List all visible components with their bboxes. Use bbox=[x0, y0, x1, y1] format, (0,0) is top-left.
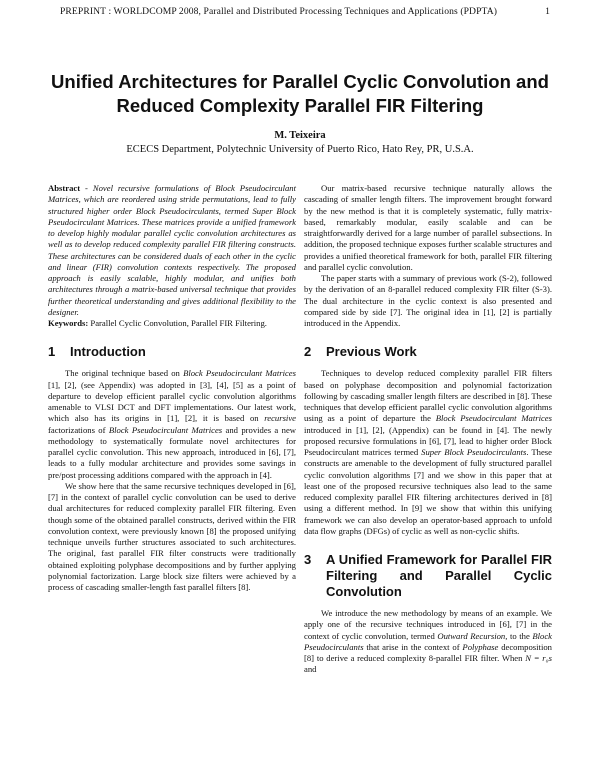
italic-term: Block Pseudocirculant Matrices bbox=[435, 413, 552, 424]
text-run: that arise in the context of bbox=[363, 641, 463, 652]
text-run: The original technique based on bbox=[65, 368, 184, 379]
author-name: M. Teixeira bbox=[274, 130, 326, 141]
section-heading-introduction bbox=[48, 344, 296, 360]
running-header bbox=[60, 6, 550, 17]
previous-work-paragraph bbox=[304, 368, 552, 537]
section-title: Previous Work bbox=[326, 344, 417, 360]
text-run: factorizations of bbox=[48, 424, 109, 435]
abstract-text: Novel recursive formulations of Block Pseudocirculant Matrices, which are reordered using stride permutations, lead to fully structured higher order Block Pseudocirculants, termed Super Block Pseudocirculant Matrices. These matrices provide a unified framework to develop highly modular parallel cyclic convolution architectures as well as to develop reduced complexity parallel FIR filtering constructs. These architectures can be considered duals of each other in the cyclic and linear (FIR) convolution contexts respectively. The proposed approach is easily scalable, highly modular, and unifies both architectures through a matrix-based universal technique that provides further theoretical understanding and gives additional flexibility to the designer. bbox=[48, 183, 297, 317]
right-column bbox=[304, 183, 552, 676]
header-text: PREPRINT : WORLDCOMP 2008, Parallel and Distributed Processing Techniques and Applications (PDPTA) bbox=[60, 6, 498, 17]
abstract-label: Abstract bbox=[48, 183, 81, 193]
text-run: and bbox=[304, 664, 317, 675]
abstract bbox=[48, 183, 296, 318]
section-heading-previous-work bbox=[304, 344, 552, 360]
italic-term: Outward Recursion bbox=[437, 630, 506, 641]
italic-term: Block Pseudocirculant Matrices bbox=[108, 424, 223, 435]
abstract-dash: - bbox=[80, 183, 93, 193]
italic-term: N = r₀s bbox=[525, 653, 552, 663]
page-number: 1 bbox=[545, 6, 550, 17]
section-heading-unified-framework bbox=[304, 552, 552, 600]
italic-term: Block Pseudocirculants bbox=[304, 630, 553, 652]
italic-term: Super Block Pseudocirculants bbox=[421, 447, 527, 457]
section-title: A Unified Framework for Parallel FIR Filtering and Parallel Cyclic Convolution bbox=[326, 552, 552, 599]
keywords-text: Parallel Cyclic Convolution, Parallel FIR Filtering. bbox=[88, 318, 267, 328]
text-run: , to the bbox=[505, 630, 533, 641]
intro-continued-paragraph-1: Our matrix-based recursive technique naturally allows the cascading of smaller length filters. The improvement brought forward by the new method is that it is completely systematic, fully matrix-based, remarkably modular, easily scalable and can be straightforwardly derived for a large number of parallel subsections. In addition, the proposed technique exposes further scalable structures and provides a unified theoretical framework for both, parallel FIR filtering and parallel cyclic convolution. bbox=[304, 183, 552, 272]
unified-framework-paragraph bbox=[304, 608, 552, 676]
text-run: [1], [2], (see Appendix) was adopted in [3], [4], [5] as a point of departure to develop efficient parallel cyclic convolution algorithms amenable to VLSI DCT and DFT implementations. Our latest work, which also has its origins in [1], [2], it is based on bbox=[48, 379, 296, 424]
text-run: We introduce the new methodology by means of an example. We apply one of the recursive techniques introduced in [6], [7] in the context of cyclic convolution, termed bbox=[304, 608, 552, 641]
text-run: and provides a new methodology to systematically formulate novel architectures for parallel cyclic convolution. This new approach, introduced in [6], [7], leads to a fully modular architecture and provides some savings in pre/post processing additions compared with the approach in [4]. bbox=[48, 424, 296, 480]
section-title: Introduction bbox=[70, 344, 146, 360]
section-number: 3 bbox=[304, 552, 312, 567]
keywords bbox=[48, 318, 296, 329]
text-run: Techniques to develop reduced complexity parallel FIR filters based on polyphase decomposition and polynomial factorization following by cascading smaller length filters are described in [8]. These techniques that develop efficient parallel cyclic convolution algorithms using as a point of departure the bbox=[304, 368, 552, 424]
left-column bbox=[48, 183, 296, 593]
section-number: 2 bbox=[304, 344, 312, 360]
italic-term: recursive bbox=[264, 413, 296, 424]
intro-paragraph-1 bbox=[48, 368, 296, 481]
keywords-label: Keywords: bbox=[48, 318, 89, 328]
text-run: introduced in [1], [2], (Appendix) can be found in [4]. The newly proposed recursive formulations in [6], [7], lead to higher order Block Pseudocirculant matrices termed bbox=[304, 424, 552, 457]
author-affiliation: ECECS Department, Polytechnic University of Puerto Rico, Hato Rey, PR, U.S.A. bbox=[126, 144, 474, 155]
text-run: . These constructs are amenable to the development of fully structured parallel cyclic convolution algorithms [7] and we show in this paper that at least one of the proposed recursive techniques also lead to the same reduced complexity parallel FIR filtering architectures derived in [8] using a different method. In [9] we show that within this unifying framework we can also develop an operator-based approach to unfold data flow graphs (DFGs) of cyclic as well as non-cyclic shifts. bbox=[304, 447, 552, 536]
italic-term: Polyphase bbox=[462, 641, 499, 652]
paper-title: Unified Architectures for Parallel Cyclic Convolution and Reduced Complexity Parallel FIR Filtering bbox=[51, 71, 549, 116]
italic-term: Block Pseudocirculant Matrices bbox=[183, 368, 296, 379]
section-number: 1 bbox=[48, 344, 56, 360]
intro-continued-paragraph-2: The paper starts with a summary of previous work (S-2), followed by the derivation of an 8-parallel reduced complexity FIR filter (S-3). The dual architecture in the cyclic context is also presented and compared side by side [7]. The original idea in [1], [2] is partially introduced in the Appendix. bbox=[304, 273, 552, 328]
intro-paragraph-2: We show here that the same recursive techniques developed in [6], [7] in the context of parallel cyclic convolution can be used to derive dual architectures for reduced complexity parallel FIR filtering. Even though some of the obtained parallel constructs, derived within the FIR convolution context, were previously known [8] the proposed unifying technique unveils further structures associated to such architectures. The original, fast parallel FIR filter constructs were traditionally obtained exploiting polyphase decompositions and by further applying polynomial factorization. Large block size filters were achieved by a process of cascading smaller-length fast parallel filters [8]. bbox=[48, 480, 296, 592]
text-run: decomposition [8] to derive a reduced complexity 8-parallel FIR filter. When bbox=[304, 641, 552, 663]
